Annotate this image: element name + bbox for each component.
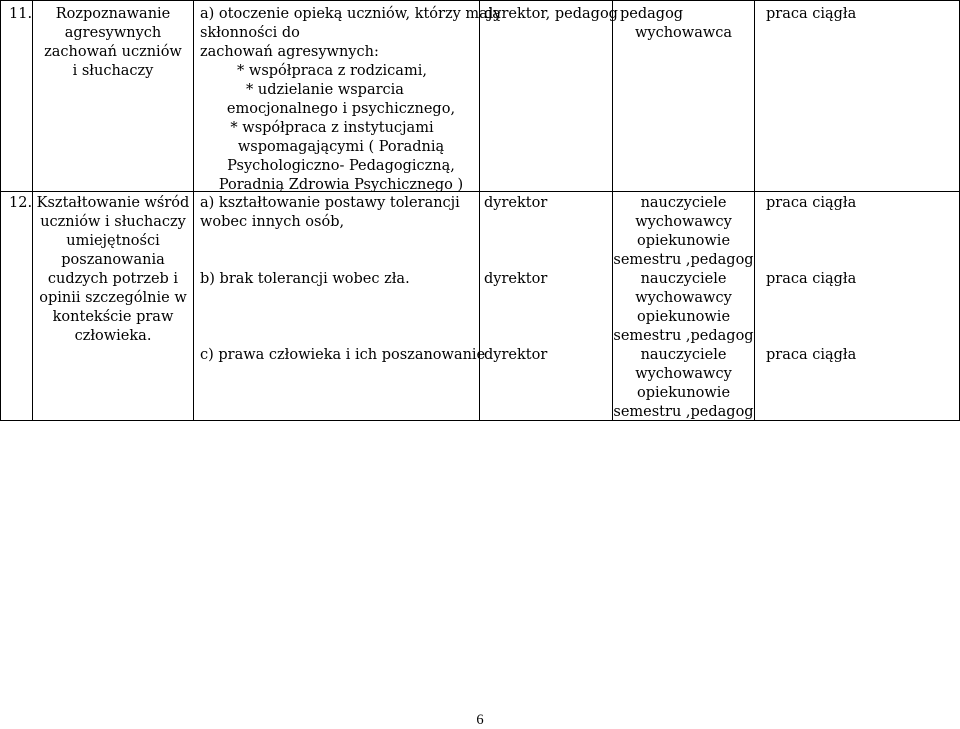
executor-line: semestru ,pedagog	[613, 404, 754, 420]
executor-line: wychowawcy	[635, 214, 732, 230]
executor-line: semestru ,pedagog	[613, 252, 754, 268]
subtask-line: skłonności do	[200, 25, 300, 41]
subtask-details	[210, 62, 472, 195]
table-bottom-border	[0, 420, 960, 421]
deadline-cell: praca ciągła	[766, 347, 857, 363]
detail-line: * współpraca z instytucjami	[230, 120, 434, 136]
executor-line: opiekunowie	[636, 385, 731, 401]
subtask-line: a) kształtowanie postawy tolerancji	[200, 195, 460, 211]
topic-line: poszanowania	[61, 252, 165, 268]
executor-line: nauczyciele	[640, 271, 727, 287]
responsible-cell: dyrektor	[484, 195, 548, 211]
deadline-cell: praca ciągła	[766, 271, 857, 287]
topic-line: umiejętności	[66, 233, 160, 249]
deadline-cell: praca ciągła	[766, 6, 857, 22]
executor-line: nauczyciele	[640, 195, 727, 211]
column-divider	[754, 0, 755, 420]
topic-cell	[33, 194, 193, 346]
deadline-cell: praca ciągła	[766, 195, 857, 211]
row-divider	[0, 191, 960, 192]
responsible-cell: dyrektor	[484, 347, 548, 363]
executor-line: opiekunowie	[636, 233, 731, 249]
topic-line: i słuchaczy	[72, 63, 154, 79]
executors-cell	[613, 346, 754, 422]
topic-line: opinii szczególnie w	[39, 290, 187, 306]
topic-line: agresywnych	[64, 25, 162, 41]
subtask-cell: c) prawa człowieka i ich poszanowanie	[200, 347, 486, 363]
executor-line: nauczyciele	[640, 347, 727, 363]
detail-line: wspomagającymi ( Poradnią	[237, 139, 445, 155]
executor-line: wychowawca	[634, 25, 733, 41]
responsible-cell: dyrektor	[484, 271, 548, 287]
detail-line: emocjonalnego i psychicznego,	[226, 101, 456, 117]
subtask-cell	[200, 194, 460, 232]
column-divider	[0, 0, 1, 420]
detail-line: * udzielanie wsparcia	[246, 82, 404, 98]
topic-line: zachowań uczniów	[44, 44, 182, 60]
detail-line: * współpraca z rodzicami,	[237, 63, 427, 79]
subtask-line: a) otoczenie opieką uczniów, którzy mają	[200, 6, 501, 22]
topic-line: uczniów i słuchaczy	[40, 214, 186, 230]
executor-line: opiekunowie	[636, 309, 731, 325]
row-number: 11.	[9, 6, 33, 22]
subtask-line: zachowań agresywnych:	[200, 44, 379, 60]
table-top-border	[0, 0, 960, 1]
topic-line: Kształtowanie wśród	[36, 195, 190, 211]
subtask-cell	[200, 5, 501, 62]
page-number: 6	[476, 712, 484, 728]
topic-cell	[33, 5, 193, 81]
topic-line: kontekście praw	[52, 309, 174, 325]
detail-line: Psychologiczno- Pedagogiczną,	[227, 158, 455, 174]
subtask-line: wobec innych osób,	[200, 214, 345, 230]
topic-line: cudzych potrzeb i	[47, 271, 179, 287]
row-number: 12.	[9, 195, 33, 211]
detail-line: Poradnią Zdrowia Psychicznego )	[218, 177, 464, 193]
topic-line: człowieka.	[74, 328, 152, 344]
executor-line: semestru ,pedagog	[613, 328, 754, 344]
executors-cell	[613, 5, 754, 43]
subtask-cell: b) brak tolerancji wobec zła.	[200, 271, 410, 287]
topic-line: Rozpoznawanie	[55, 6, 171, 22]
responsible-cell: dyrektor, pedagog	[484, 6, 618, 22]
executors-cell	[613, 270, 754, 346]
executor-line: pedagog	[620, 6, 684, 22]
executor-line: wychowawcy	[635, 290, 732, 306]
executor-line: wychowawcy	[635, 366, 732, 382]
executors-cell	[613, 194, 754, 270]
